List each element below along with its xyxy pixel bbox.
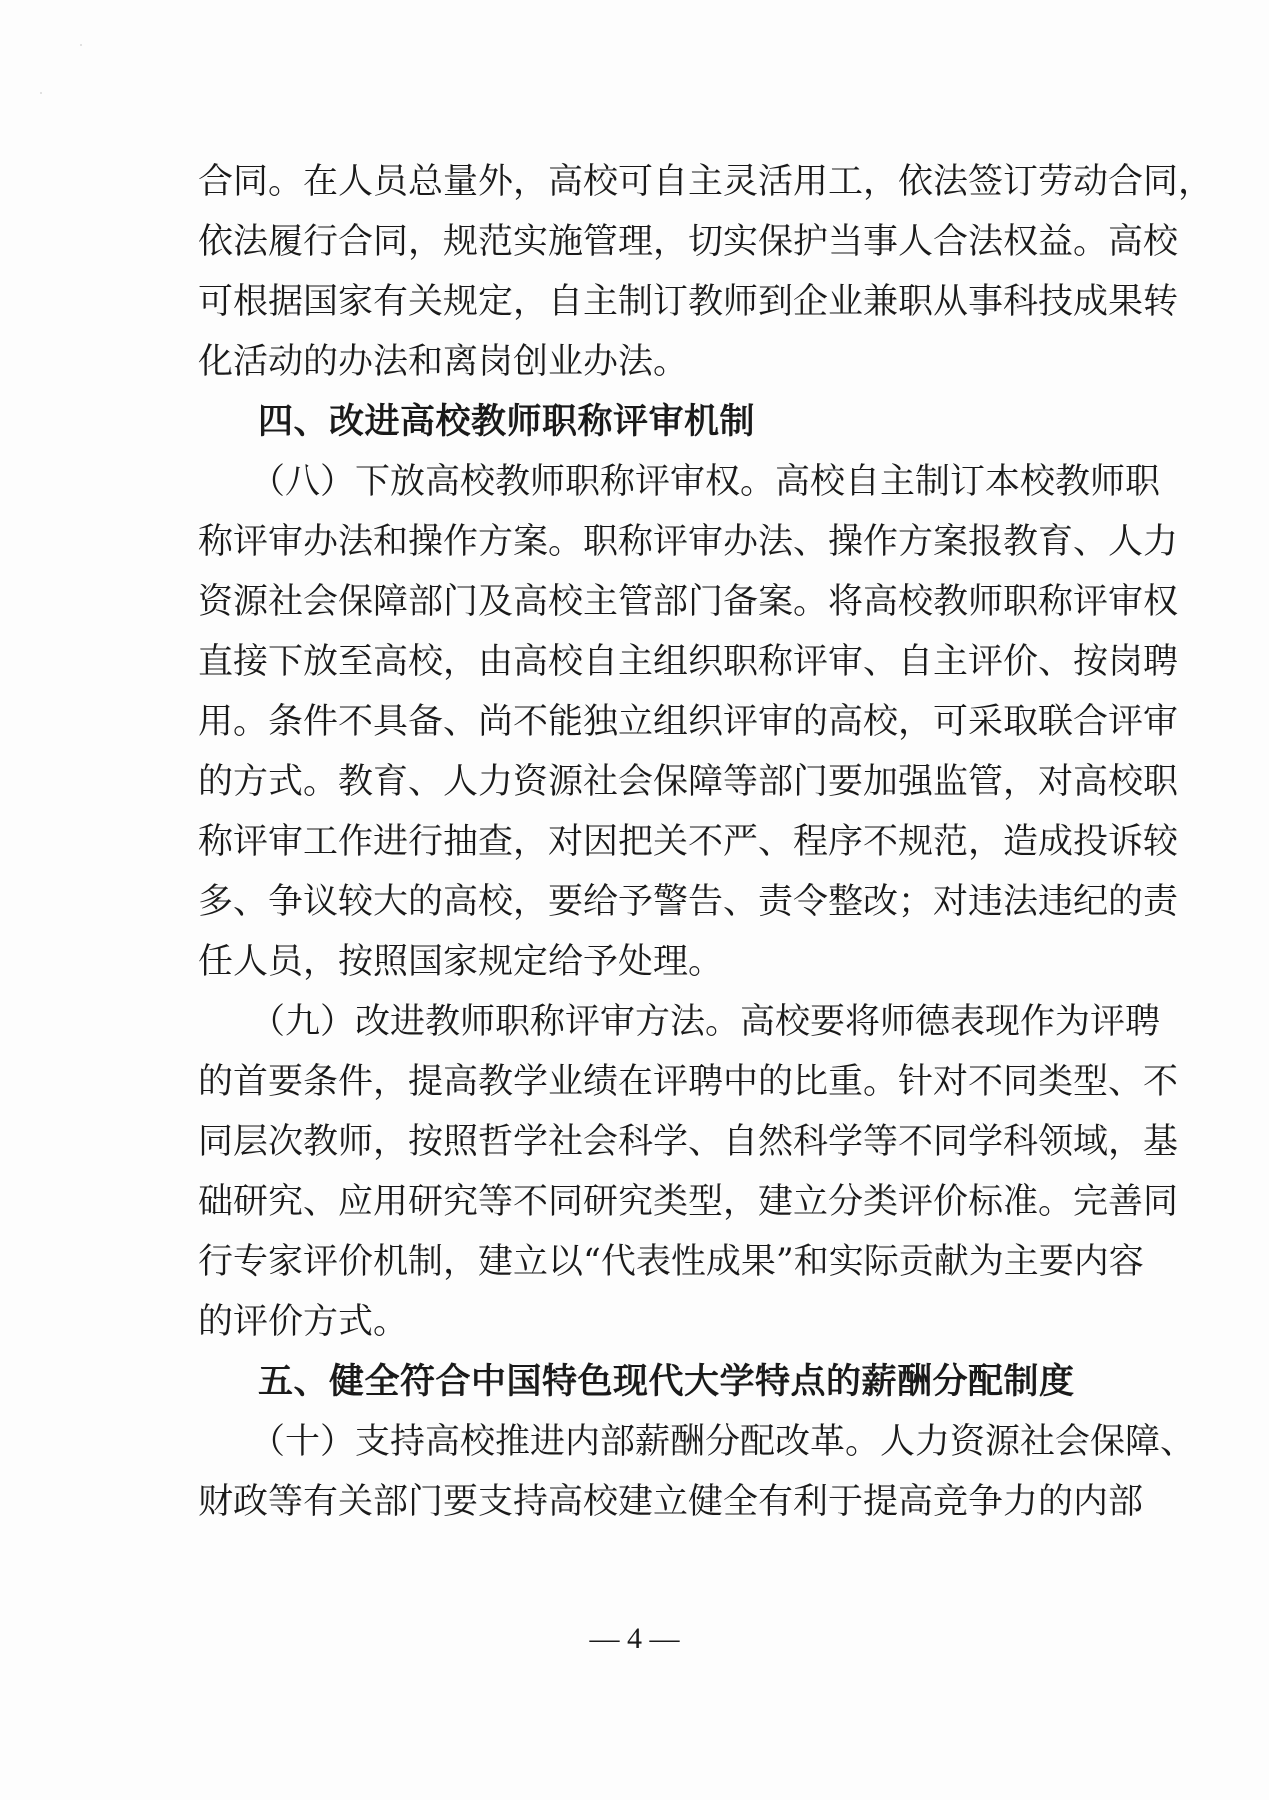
text-line: （八）下放高校教师职称评审权。高校自主制订本校教师职 xyxy=(250,462,1161,502)
text-line: 的方式。教育、人力资源社会保障等部门要加强监管，对高校职 xyxy=(198,762,1179,802)
text-line: 同层次教师，按照哲学社会科学、自然科学等不同学科领域，基 xyxy=(198,1122,1179,1162)
text-line: 资源社会保障部门及高校主管部门备案。将高校教师职称评审权 xyxy=(198,582,1179,622)
text-line: 依法履行合同，规范实施管理，切实保护当事人合法权益。高校 xyxy=(198,222,1179,262)
section-heading: 五、健全符合中国特色现代大学特点的薪酬分配制度 xyxy=(258,1362,1075,1402)
text-line: 直接下放至高校，由高校自主组织职称评审、自主评价、按岗聘 xyxy=(198,642,1179,682)
text-line: 财政等有关部门要支持高校建立健全有利于提高竞争力的内部 xyxy=(198,1482,1144,1522)
text-line: （十）支持高校推进内部薪酬分配改革。人力资源社会保障、 xyxy=(250,1422,1196,1462)
text-line: 础研究、应用研究等不同研究类型，建立分类评价标准。完善同 xyxy=(198,1182,1179,1222)
section-heading: 四、改进高校教师职称评审机制 xyxy=(258,402,756,442)
text-line: （九）改进教师职称评审方法。高校要将师德表现作为评聘 xyxy=(250,1002,1161,1042)
text-line: 称评审工作进行抽查，对因把关不严、程序不规范，造成投诉较 xyxy=(198,822,1179,862)
text-line: 行专家评价机制，建立以“代表性成果”和实际贡献为主要内容 xyxy=(198,1242,1144,1282)
text-line: 合同。在人员总量外，高校可自主灵活用工，依法签订劳动合同， xyxy=(198,162,1214,202)
text-line: 的评价方式。 xyxy=(198,1302,409,1342)
text-line: 用。条件不具备、尚不能独立组织评审的高校，可采取联合评审 xyxy=(198,702,1179,742)
text-line: 任人员，按照国家规定给予处理。 xyxy=(198,942,724,982)
text-line: 可根据国家有关规定，自主制订教师到企业兼职从事科技成果转 xyxy=(198,282,1179,322)
text-line: 多、争议较大的高校，要给予警告、责令整改；对违法违纪的责 xyxy=(198,882,1179,922)
scan-speck xyxy=(80,44,82,46)
text-line: 的首要条件，提高教学业绩在评聘中的比重。针对不同类型、不 xyxy=(198,1062,1179,1102)
scan-speck xyxy=(40,92,42,94)
page-number: — 4 — xyxy=(589,1622,680,1655)
text-line: 称评审办法和操作方案。职称评审办法、操作方案报教育、人力 xyxy=(198,522,1179,562)
text-line: 化活动的办法和离岗创业办法。 xyxy=(198,342,689,382)
